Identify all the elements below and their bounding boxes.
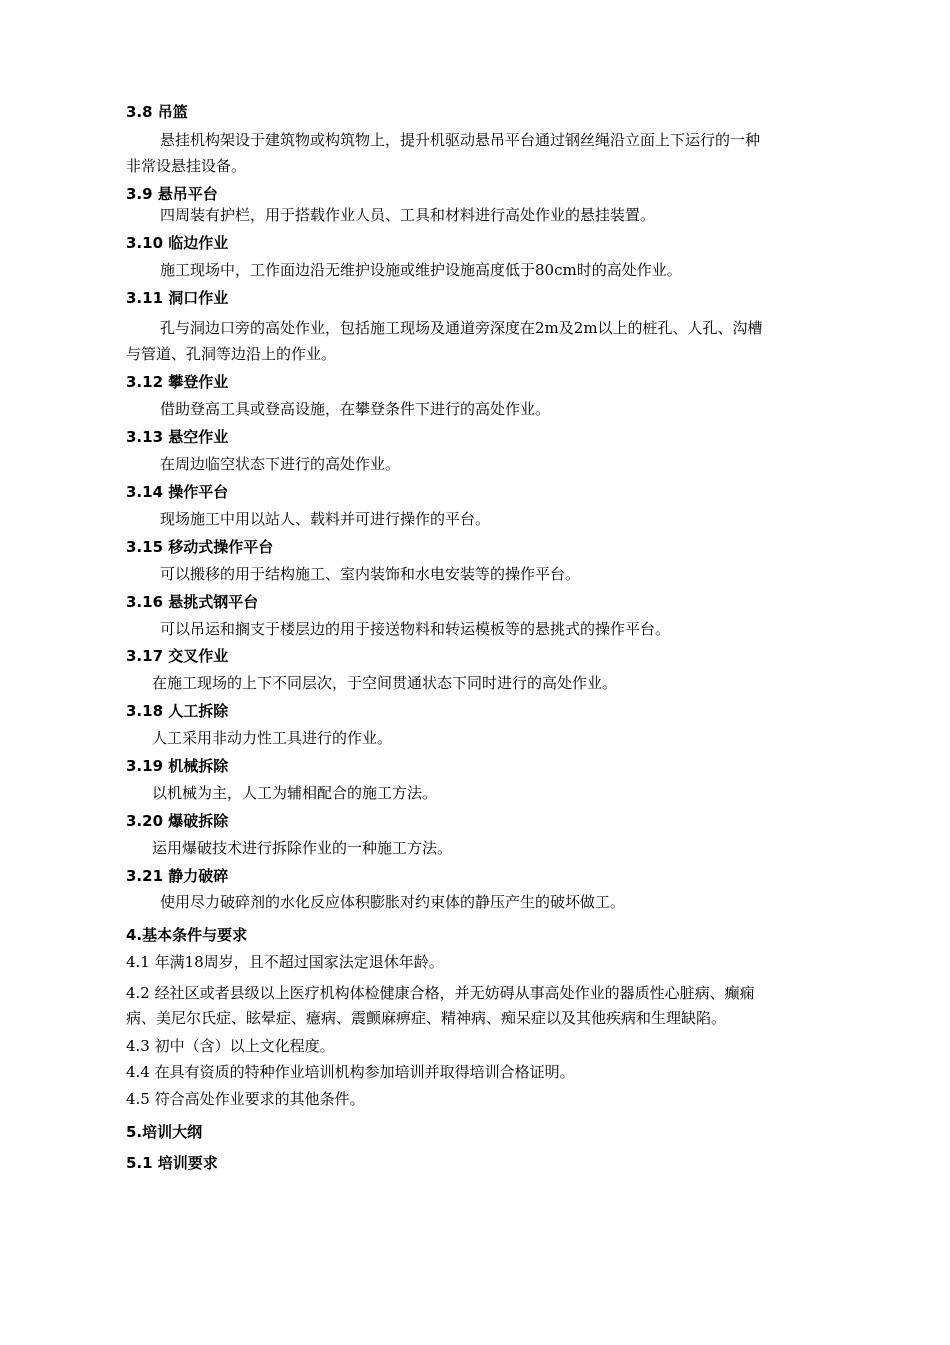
requirement-4-4: 4.4 在具有资质的特种作业培训机构参加培训并取得培训合格证明。 [126, 1063, 575, 1081]
section-heading-3-12: 3.12 攀登作业 [126, 373, 229, 391]
section-heading-3-11: 3.11 洞口作业 [126, 289, 229, 307]
requirement-4-1: 4.1 年满18周岁，且不超过国家法定退休年龄。 [126, 953, 444, 971]
section-body-3-8-line-1: 悬挂机构架设于建筑物或构筑物上，提升机驱动悬吊平台通过钢丝绳沿立面上下运行的一种 [160, 131, 761, 149]
section-heading-3-9: 3.9 悬吊平台 [126, 185, 218, 203]
section-heading-3-13: 3.13 悬空作业 [126, 428, 229, 446]
section-body-3-13: 在周边临空状态下进行的高处作业。 [160, 455, 401, 473]
section-body-3-14: 现场施工中用以站人、载料并可进行操作的平台。 [160, 510, 491, 528]
requirement-4-5: 4.5 符合高处作业要求的其他条件。 [126, 1090, 365, 1108]
section-heading-3-18: 3.18 人工拆除 [126, 702, 229, 720]
requirement-4-2-line-2: 病、美尼尔氏症、眩晕症、癔病、震颤麻痹症、精神病、痴呆症以及其他疾病和生理缺陷。 [126, 1009, 727, 1027]
section-heading-3-19: 3.19 机械拆除 [126, 757, 229, 775]
section-body-3-18: 人工采用非动力性工具进行的作业。 [152, 729, 393, 747]
section-body-3-11-line-2: 与管道、孔洞等边沿上的作业。 [126, 345, 337, 363]
requirement-4-3: 4.3 初中（含）以上文化程度。 [126, 1037, 335, 1055]
chapter-4-heading: 4.基本条件与要求 [126, 926, 248, 944]
section-heading-3-10: 3.10 临边作业 [126, 234, 229, 252]
section-body-3-21: 使用尽力破碎剂的水化反应体积膨胀对约束体的静压产生的破坏做工。 [160, 893, 626, 911]
section-body-3-10: 施工现场中，工作面边沿无维护设施或维护设施高度低于80cm时的高处作业。 [160, 261, 682, 279]
requirement-4-2-line-1: 4.2 经社区或者县级以上医疗机构体检健康合格，并无妨碍从事高处作业的器质性心脏病、癫痫 [126, 984, 755, 1002]
section-heading-3-16: 3.16 悬挑式钢平台 [126, 593, 259, 611]
section-heading-3-15: 3.15 移动式操作平台 [126, 538, 274, 556]
section-heading-3-21: 3.21 静力破碎 [126, 867, 229, 885]
section-body-3-17: 在施工现场的上下不同层次，于空间贯通状态下同时进行的高处作业。 [152, 674, 618, 692]
section-body-3-20: 运用爆破技术进行拆除作业的一种施工方法。 [152, 839, 453, 857]
section-heading-3-14: 3.14 操作平台 [126, 483, 229, 501]
section-body-3-8-line-2: 非常设悬挂设备。 [126, 157, 247, 175]
section-heading-3-8: 3.8 吊篮 [126, 103, 188, 121]
section-heading-5-1: 5.1 培训要求 [126, 1154, 218, 1172]
section-heading-3-20: 3.20 爆破拆除 [126, 812, 229, 830]
chapter-5-heading: 5.培训大纲 [126, 1123, 203, 1141]
section-body-3-12: 借助登高工具或登高设施，在攀登条件下进行的高处作业。 [160, 400, 551, 418]
section-body-3-19: 以机械为主，人工为辅相配合的施工方法。 [152, 784, 438, 802]
section-body-3-9: 四周装有护栏，用于搭载作业人员、工具和材料进行高处作业的悬挂装置。 [160, 206, 656, 224]
section-body-3-11-line-1: 孔与洞边口旁的高处作业，包括施工现场及通道旁深度在2m及2m以上的桩孔、人孔、沟槽 [160, 319, 763, 337]
section-body-3-16: 可以吊运和搁支于楼层边的用于接送物料和转运模板等的悬挑式的操作平台。 [160, 620, 671, 638]
section-body-3-15: 可以搬移的用于结构施工、室内装饰和水电安装等的操作平台。 [160, 565, 581, 583]
section-heading-3-17: 3.17 交叉作业 [126, 647, 229, 665]
